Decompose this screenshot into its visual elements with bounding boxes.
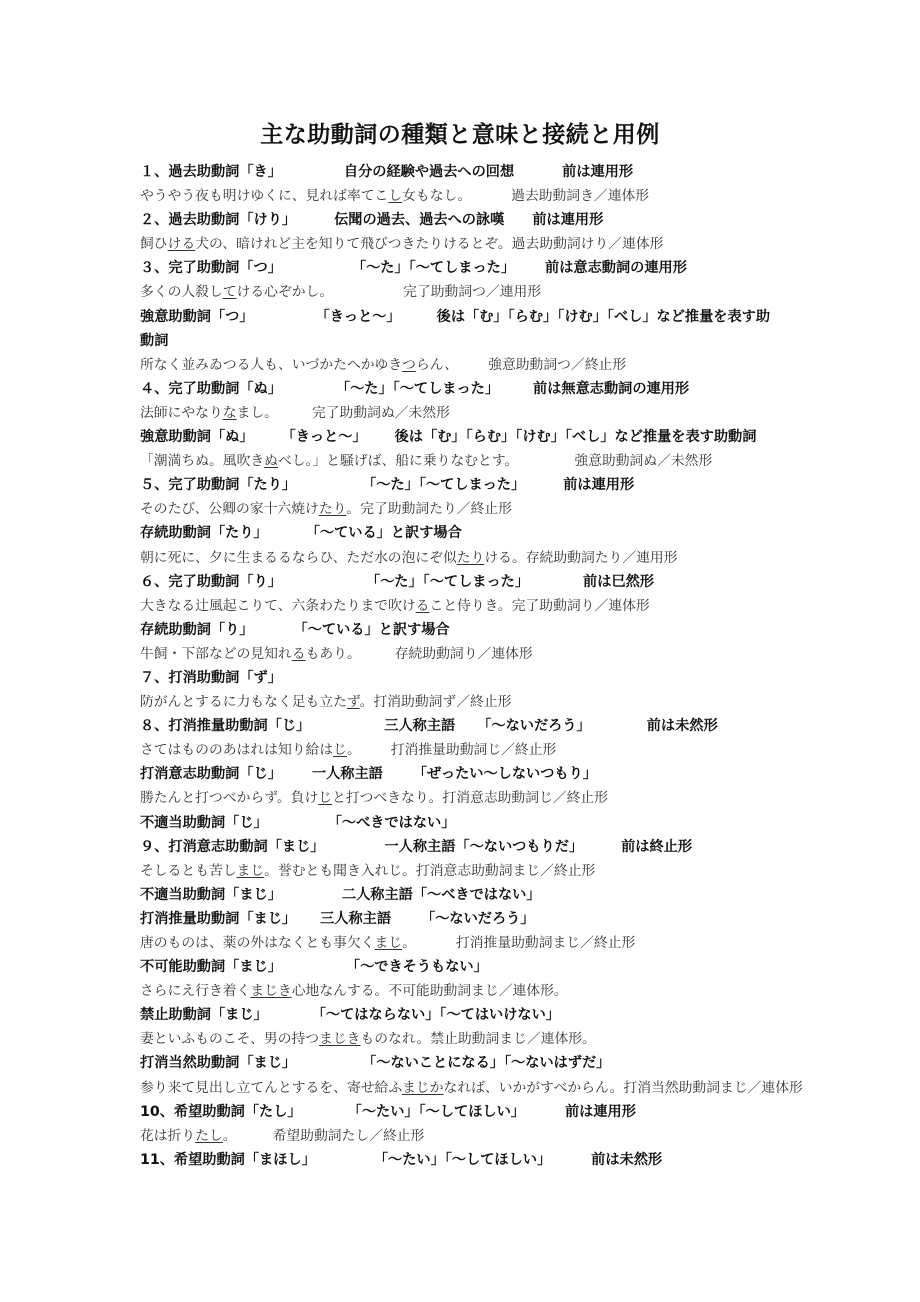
heading-line [140,256,840,280]
example-line [140,1027,840,1051]
underlined-auxiliary: じ [318,790,333,807]
text-segment: 「～たい」「～してほしい」 [347,1103,525,1120]
text-segment: 禁止助動詞「まじ」 [140,1007,268,1024]
example-line [140,449,840,473]
text-segment: 強意助動詞ぬ／未然形 [574,453,713,470]
heading-line [140,811,840,835]
example-line [140,642,840,666]
heading-line [140,473,840,497]
text-segment: ８、打消推量助動詞「じ」 [140,718,311,735]
example-line [140,690,840,714]
text-segment: 前は連用形 [563,477,635,494]
heading-line [140,1051,840,1075]
text-segment: ５、完了助動詞「たり」 [140,477,297,494]
text-segment: ７、打消助動詞「ず」 [140,669,282,686]
underlined-auxiliary: な [222,404,237,421]
text-segment: 自分の経験や過去への回想 [343,164,515,180]
text-segment: 多くの人殺し [140,284,223,301]
example-line [140,232,840,256]
text-segment: 前は連用形 [562,164,634,180]
text-segment: 「～できそうもない」 [345,959,488,976]
underlined-auxiliary: ぬ [264,453,278,470]
heading-line [140,329,840,353]
text-segment: こと侍りき。完了助動詞り／連体形 [429,597,650,614]
text-segment: ４、完了助動詞「ぬ」 [140,380,282,397]
text-segment: 「～ないだろう」 [477,718,591,735]
example-line [140,497,840,521]
underlined-auxiliary: し [388,188,403,205]
underlined-auxiliary: て [222,284,237,301]
text-segment: 前は巳然形 [583,573,654,590]
example-line [140,546,840,570]
underlined-auxiliary: まじ [374,935,403,951]
text-segment: 「ぜったい～しないつもり」 [412,766,597,783]
text-segment: 希望助動詞たし／終止形 [272,1127,425,1144]
page-title: 主な助動詞の種類と意味と接続と用例 [260,122,660,148]
example-line [140,1076,840,1100]
text-segment: 「きっと～」 [281,429,367,446]
text-segment: 。 [402,935,416,951]
text-segment: 大きなる辻風起こりて、六条わたりまで吹け [140,597,416,614]
text-segment: そのたび、公卿の家十六焼け [140,501,319,518]
text-segment: 「～た」「～てしまった」 [362,477,526,494]
text-segment: 前は連用形 [532,212,604,229]
heading-line [140,521,840,545]
text-segment: 牛飼・下部などの見知れ [140,645,292,662]
text-segment: 参り来て見出し立てんとするを、寄せ給ふ [140,1079,403,1096]
example-line [140,280,840,304]
example-line [140,594,840,618]
underlined-auxiliary: まじか [402,1079,444,1096]
text-segment: 「～た」「～てしまった」 [351,260,516,277]
text-segment: 存続助動詞り／連体形 [394,645,533,662]
text-segment: 女もなし。 [402,188,472,205]
heading-line [140,883,840,907]
text-segment: 二人称主語「～べきではない」 [341,886,541,903]
text-segment: 存続助動詞「り」 [140,621,254,638]
text-segment: 三人称主語 [384,718,456,735]
underlined-auxiliary: たり [456,549,485,566]
example-line [140,184,840,208]
heading-line [140,666,840,690]
text-segment: 。 [346,742,361,759]
text-segment: １、過去助動詞「き」 [140,164,282,180]
text-segment: 「潮満ちぬ。風吹き [140,453,265,470]
text-segment: ３、完了助動詞「つ」 [140,260,282,277]
text-segment: そしるとも苦し [140,862,237,879]
text-segment: 後は「む」「らむ」「けむ」「べし」など推量を表す助動詞 [394,429,757,446]
text-segment: 一人称主語 [311,766,383,783]
text-segment: 10、希望助動詞「たし」 [140,1103,302,1120]
text-segment: ９、打消意志助動詞「まじ」 [140,838,325,855]
text-segment: もあり。 [305,645,361,662]
text-segment: 完了助動詞ぬ／未然形 [311,404,450,421]
text-segment: 。完了助動詞たり／終止形 [346,501,512,518]
text-segment: 「～ないだろう」 [421,910,535,927]
text-segment: 朝に死に、夕に生まるるならひ、ただ水の泡にぞ似 [140,549,457,566]
heading-line [140,955,840,979]
text-segment: 三人称主語 [320,910,392,927]
text-segment: 後は「む」「らむ」「けむ」「べし」など推量を表す助 [436,308,771,325]
text-segment: 「～べきではない」 [327,814,456,831]
text-segment: やうやう夜も明けゆくに、見れば率てこ [140,188,389,205]
text-segment: 前は連用形 [564,1103,636,1120]
heading-line [140,714,840,738]
text-segment: 存続助動詞「たり」 [140,525,268,542]
text-segment: 打消意志助動詞「じ」 [140,766,282,783]
text-segment: 「～た」「～てしまった」 [335,380,500,397]
text-segment: 犬の、暗けれど主を知りて飛びつきたりけるとぞ。過去助動詞けり／連体形 [195,236,664,253]
text-segment: 防がんとするに力もなく足も立た [140,694,347,711]
text-segment: 不適当助動詞「じ」 [140,814,268,831]
heading-line [140,1003,840,1027]
heading-line [140,377,840,401]
underlined-auxiliary: じ [333,742,347,759]
text-segment: 唐のものは、薬の外はなくとも事欠く [140,935,375,951]
text-segment: さらにえ行き着く [140,983,251,1000]
underlined-auxiliary: る [415,597,430,614]
text-segment: 法師にやなり [140,404,223,421]
text-segment: 。打消助動詞ず／終止形 [359,694,512,711]
text-segment: 飼ひ [140,236,168,253]
text-segment: ２、過去助動詞「けり」 [140,212,297,229]
text-segment: 所なく並みゐつる人も、いづかたへかゆき [140,356,403,373]
text-segment: 前は未然形 [591,1151,663,1168]
text-segment: ものなれ。禁止助動詞まじ／連体形。 [360,1031,596,1048]
text-segment: 一人称主語「～ないつもりだ」 [384,838,584,855]
heading-line [140,305,840,329]
text-segment: 前は無意志動詞の連用形 [533,380,690,397]
text-segment: 打消当然助動詞「まじ」 [140,1055,297,1072]
underlined-auxiliary: る [291,645,306,662]
underlined-auxiliary: まじき [250,983,292,1000]
example-line [140,859,840,883]
underlined-auxiliary: まじ [236,862,265,879]
example-line [140,979,840,1003]
underlined-auxiliary: ず [346,694,360,711]
text-segment: 強意助動詞「つ」 [140,308,254,325]
text-segment: まし。 [236,404,278,421]
text-segment: 強意助動詞「ぬ」 [140,429,254,446]
text-segment: 強意助動詞つ／終止形 [488,356,627,373]
text-segment: 不可能助動詞「まじ」 [140,959,282,976]
text-segment: 打消推量助動詞まじ／終止形 [455,935,636,951]
text-segment: 「～ている」と訳す場合 [293,621,450,638]
text-segment: 打消推量助動詞「まじ」 [140,910,297,927]
text-segment: 「～た」「～てしまった」 [365,573,530,590]
text-segment: ける。存続助動詞たり／連用形 [484,549,678,566]
example-line [140,931,840,955]
text-segment: なれば、いかがすべからん。打消当然助動詞まじ／連体形 [443,1079,803,1096]
underlined-auxiliary: たし [195,1127,223,1144]
text-segment: 「～ないことになる」「～ないはずだ」 [362,1055,611,1072]
text-segment: ６、完了助動詞「り」 [140,573,282,590]
underlined-auxiliary: まじき [319,1031,361,1048]
text-segment: 動詞 [140,332,169,349]
text-segment: 「～ている」と訳す場合 [305,525,462,542]
text-segment: 前は終止形 [621,838,693,855]
text-segment: 前は意志動詞の連用形 [545,260,687,277]
document-body [140,160,840,1172]
heading-line [140,425,840,449]
text-segment: 過去助動詞き／連体形 [511,188,650,205]
heading-line [140,1148,840,1172]
example-line [140,786,840,810]
text-segment: ける心ぞかし。 [236,284,334,301]
heading-line [140,1100,840,1124]
text-segment: べし。」と騒げば、船に乗りなむとす。 [277,453,519,470]
heading-line [140,160,840,184]
text-segment: と打つべきなり。打消意志助動詞じ／終止形 [332,790,608,807]
text-segment: 完了助動詞つ／連用形 [403,284,542,301]
heading-line [140,208,840,232]
text-segment: 。 [222,1127,237,1144]
example-line [140,1124,840,1148]
example-line [140,353,840,377]
underlined-auxiliary: たり [318,501,347,518]
example-line [140,738,840,762]
text-segment: 花は折り [140,1127,196,1144]
text-segment: 打消推量助動詞じ／終止形 [390,742,557,759]
text-segment: 不適当助動詞「まじ」 [140,886,282,903]
text-segment: 前は未然形 [646,718,718,735]
heading-line [140,907,840,931]
text-segment: 妻といふものこそ、男の持つ [140,1031,320,1048]
example-line [140,401,840,425]
text-segment: 「～たい」「～してほしい」 [373,1151,552,1168]
text-segment: 心地なんする。不可能助動詞まじ／連体形。 [291,983,568,1000]
heading-line [140,835,840,859]
text-segment: 伝聞の過去、過去への詠嘆 [334,212,505,229]
heading-line [140,762,840,786]
text-segment: 「きっと～」 [315,308,401,325]
underlined-auxiliary: ける [167,236,196,253]
text-segment: さてはもののあはれは知り給は [140,742,334,759]
text-segment: 勝たんと打つべからず。負け [140,790,319,807]
text-segment: 11、希望助動詞「まほし」 [140,1151,316,1168]
text-segment: らん、 [415,356,459,373]
underlined-auxiliary: つ [402,356,416,373]
heading-line [140,570,840,594]
text-segment: 「～てはならない」「～てはいけない」 [311,1007,560,1024]
text-segment: 。誉むとも聞き入れじ。打消意志助動詞まじ／終止形 [264,862,596,879]
heading-line [140,618,840,642]
